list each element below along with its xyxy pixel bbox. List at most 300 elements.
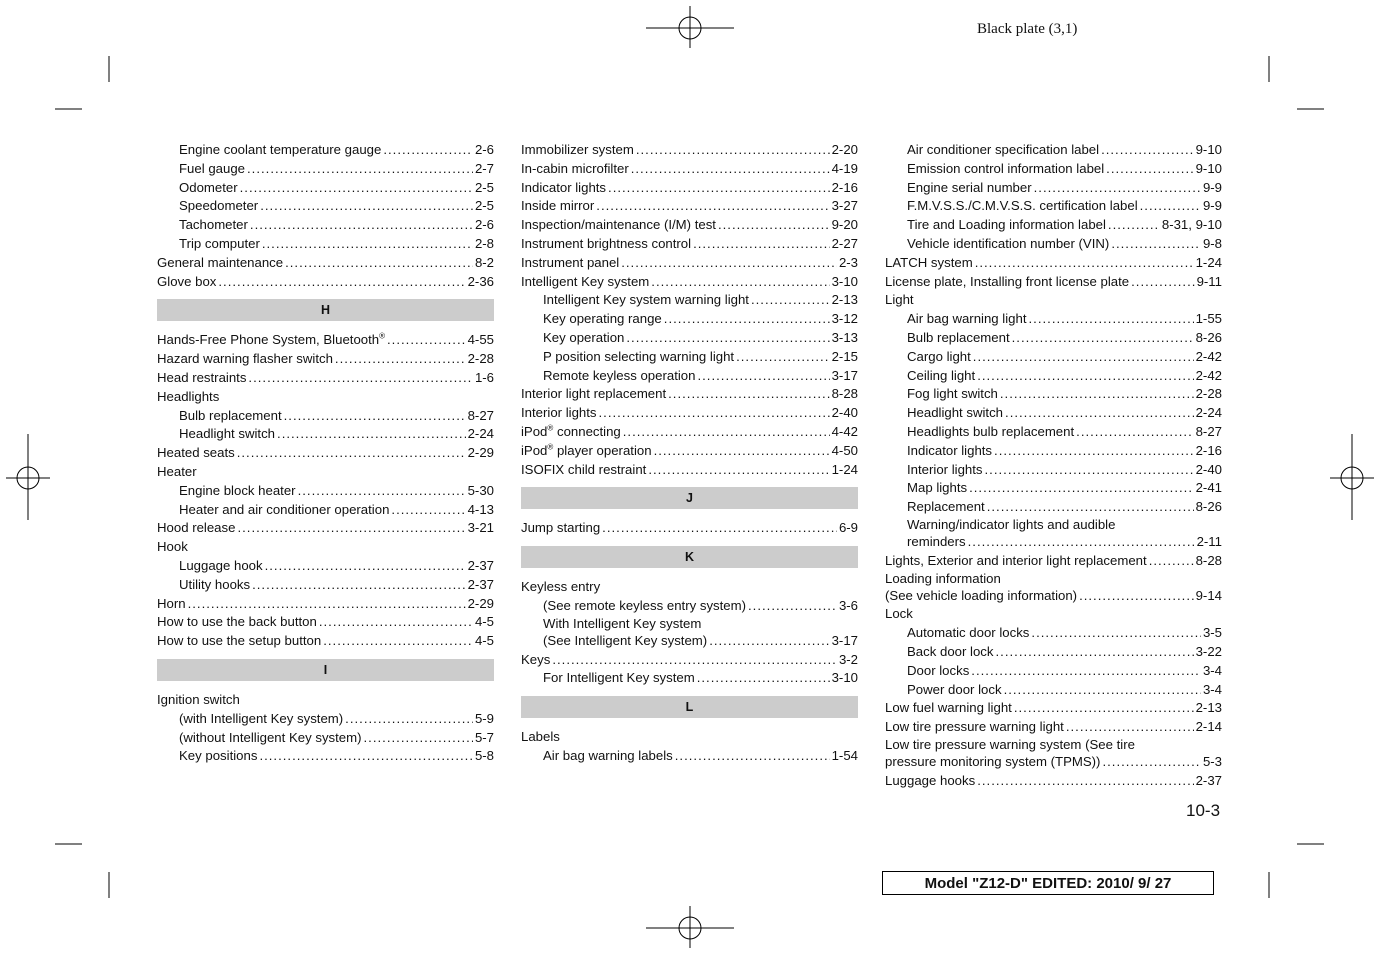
entry-term: Luggage hook <box>179 557 263 573</box>
index-entry <box>521 669 858 688</box>
index-entry <box>885 423 1222 442</box>
page-reference: 8-2 <box>474 254 494 270</box>
dot-leader <box>636 141 830 160</box>
page-reference: 8-26 <box>1195 499 1222 515</box>
entry-term: Heater <box>157 463 197 479</box>
entry-text <box>179 747 257 766</box>
page-reference: 2-40 <box>831 405 858 421</box>
entry-term: Engine coolant temperature gauge <box>179 142 382 157</box>
index-entry <box>157 444 494 463</box>
index-entry <box>885 643 1222 662</box>
index-entry <box>521 728 858 747</box>
page-reference: 2-6 <box>474 142 494 157</box>
page-reference: 4-13 <box>467 501 494 517</box>
entry-text <box>521 385 666 404</box>
dot-leader <box>668 385 829 404</box>
entry-term: Head restraints <box>157 369 247 385</box>
dot-leader <box>247 160 473 179</box>
index-entry <box>885 605 1222 624</box>
entry-term: Warning/indicator lights and audible <box>907 516 1116 532</box>
entry-term: Engine serial number <box>907 179 1032 195</box>
index-entry <box>157 331 494 350</box>
entry-term: Hands-Free Phone System, Bluetooth <box>157 332 380 348</box>
index-entry <box>157 501 494 520</box>
page-reference: 2-7 <box>474 160 494 176</box>
page-reference: 4-50 <box>831 442 858 458</box>
page-reference: 3-2 <box>838 651 858 667</box>
entry-text <box>179 235 260 254</box>
entry-text <box>907 517 1115 533</box>
entry-term: Instrument brightness control <box>521 235 692 251</box>
page-reference: 4-55 <box>467 332 494 348</box>
index-entry <box>885 310 1222 329</box>
index-entry <box>885 772 1222 791</box>
page-reference: 2-24 <box>1195 405 1222 421</box>
page-reference: 2-29 <box>467 445 494 461</box>
page-reference: 2-15 <box>831 348 858 364</box>
entry-text <box>885 273 1129 292</box>
entry-term: Headlights bulb replacement <box>907 423 1075 439</box>
index-entry <box>521 160 858 179</box>
entry-text <box>885 254 973 273</box>
dot-leader <box>994 442 1194 461</box>
entry-term: Keys <box>521 651 551 667</box>
entry-term: Ignition switch <box>157 691 240 707</box>
entry-term: iPod <box>521 442 548 458</box>
entry-text <box>907 404 1003 423</box>
entry-term: Air conditioner specification label <box>907 142 1100 157</box>
entry-text <box>179 482 296 501</box>
entry-text <box>907 681 1002 700</box>
entry-text <box>521 160 629 179</box>
entry-text <box>543 310 662 329</box>
entry-text <box>543 597 746 616</box>
index-entry <box>521 348 858 367</box>
entry-text <box>907 385 998 404</box>
page-reference: 2-16 <box>831 179 858 195</box>
dot-leader <box>345 710 473 729</box>
index-entry <box>521 597 858 616</box>
entry-term: Headlight switch <box>179 426 276 442</box>
dot-leader <box>1012 329 1194 348</box>
index-entry <box>521 273 858 292</box>
page-reference: 2-16 <box>1195 442 1222 458</box>
dot-leader <box>1031 624 1201 643</box>
dot-leader <box>1111 235 1201 254</box>
entry-term: Interior lights <box>907 461 983 477</box>
entry-term: For Intelligent Key system <box>543 670 695 686</box>
page-reference: 2-28 <box>467 351 494 367</box>
entry-term: Indicator lights <box>907 442 993 458</box>
model-edition-box: Model "Z12-D" EDITED: 2010/ 9/ 27 <box>882 871 1214 895</box>
entry-text <box>907 160 1104 179</box>
page-reference: 2-6 <box>474 217 494 233</box>
index-entry <box>521 141 858 160</box>
index-entry <box>157 632 494 651</box>
index-entry <box>885 552 1222 571</box>
page-reference: 9-9 <box>1202 198 1222 214</box>
page-reference: 2-3 <box>838 254 858 270</box>
entry-term: Map lights <box>907 480 968 496</box>
dot-leader <box>1076 423 1193 442</box>
page-reference: 2-24 <box>467 426 494 442</box>
index-entry <box>521 747 858 766</box>
section-header: I <box>157 659 494 681</box>
page-reference: 8-26 <box>1195 329 1222 345</box>
entry-term: Interior light replacement <box>521 386 667 402</box>
dot-leader <box>996 643 1194 662</box>
index-entry <box>521 310 858 329</box>
index-entry <box>157 482 494 501</box>
dot-leader <box>736 348 830 367</box>
dot-leader <box>284 407 466 426</box>
entry-term: Ceiling light <box>907 367 976 383</box>
page-reference: 3-22 <box>1195 643 1222 659</box>
entry-term-suffix: connecting <box>553 423 621 439</box>
entry-term: Light <box>885 292 914 308</box>
entry-text <box>885 772 975 791</box>
page-reference: 3-4 <box>1202 662 1222 678</box>
entry-text <box>521 141 634 160</box>
index-entry <box>521 461 858 480</box>
entry-text <box>543 669 695 688</box>
entry-term: Low tire pressure warning light <box>885 719 1064 735</box>
entry-text <box>157 331 385 350</box>
dot-leader <box>552 651 837 670</box>
entry-text <box>885 753 1100 772</box>
entry-term: Utility hooks <box>179 576 251 592</box>
entry-text <box>157 538 188 557</box>
dot-leader <box>648 461 829 480</box>
entry-text <box>543 632 707 651</box>
registered-mark: ® <box>379 331 386 341</box>
dot-leader <box>1029 310 1194 329</box>
page-reference: 2-37 <box>467 576 494 592</box>
entry-text <box>157 388 219 407</box>
index-entry <box>521 197 858 216</box>
entry-text <box>907 662 969 681</box>
entry-term: Tire and Loading information label <box>907 217 1106 233</box>
page-reference: 2-37 <box>467 557 494 573</box>
index-entry <box>885 141 1222 160</box>
dot-leader <box>697 669 830 688</box>
entry-text <box>543 291 749 310</box>
entry-term: pressure monitoring system (TPMS)) <box>885 753 1101 769</box>
entry-term: License plate, Installing front license plate <box>885 273 1130 289</box>
index-entry <box>157 216 494 235</box>
entry-term: Glove box <box>157 273 217 289</box>
dot-leader <box>1106 160 1193 179</box>
page-reference: 2-5 <box>474 179 494 195</box>
entry-text <box>543 367 695 386</box>
page-reference: 5-7 <box>474 729 494 745</box>
index-entry <box>885 179 1222 198</box>
entry-text <box>521 519 600 538</box>
dot-leader <box>1000 385 1194 404</box>
page-reference: 8-28 <box>831 386 858 402</box>
plate-label: Black plate (3,1) <box>977 21 1078 37</box>
page-reference: 3-4 <box>1202 681 1222 697</box>
entry-text <box>907 179 1032 198</box>
entry-text <box>157 632 321 651</box>
dot-leader <box>240 179 473 198</box>
entry-text <box>907 498 985 517</box>
entry-text <box>885 571 1001 587</box>
dot-leader <box>1101 141 1194 160</box>
entry-text <box>907 197 1138 216</box>
dot-leader <box>969 479 1193 498</box>
entry-term: ISOFIX child restraint <box>521 461 647 477</box>
entry-term: (with Intelligent Key system) <box>179 710 344 726</box>
page-reference: 8-27 <box>467 407 494 423</box>
entry-text <box>157 595 186 614</box>
page-reference: 2-8 <box>474 235 494 251</box>
index-entry <box>885 753 1222 772</box>
dot-leader <box>675 747 830 766</box>
entry-text <box>907 216 1106 235</box>
entry-text <box>521 651 550 670</box>
entry-term: Intelligent Key system <box>521 273 650 289</box>
entry-text <box>157 463 197 482</box>
entry-term: Back door lock <box>907 643 994 659</box>
page-reference: 8-31, 9-10 <box>1161 217 1222 233</box>
entry-term: Engine block heater <box>179 482 296 498</box>
index-entry <box>885 624 1222 643</box>
entry-term: Automatic door locks <box>907 625 1030 641</box>
dot-leader <box>298 482 466 501</box>
entry-term: Low fuel warning light <box>885 700 1012 716</box>
index-entry <box>521 404 858 423</box>
entry-term: Tachometer <box>179 217 248 233</box>
page-reference: 2-42 <box>1195 367 1222 383</box>
entry-term: Power door lock <box>907 681 1002 697</box>
page-reference: 3-10 <box>831 670 858 686</box>
entry-term: reminders <box>907 533 966 549</box>
index-entry <box>157 179 494 198</box>
dot-leader <box>623 423 830 442</box>
registered-mark: ® <box>547 442 554 452</box>
entry-term: Headlights <box>157 388 220 404</box>
entry-term: Labels <box>521 729 560 745</box>
page-reference: 2-41 <box>1195 480 1222 496</box>
index-entry <box>521 616 858 632</box>
entry-text <box>521 179 606 198</box>
dot-leader <box>977 367 1193 386</box>
entry-text <box>907 533 966 552</box>
section-header: H <box>157 299 494 321</box>
entry-text <box>907 479 967 498</box>
entry-text <box>543 616 701 632</box>
dot-leader <box>1005 404 1194 423</box>
dot-leader <box>252 576 466 595</box>
entry-term: Hook <box>157 539 188 555</box>
entry-text <box>179 710 343 729</box>
page-reference: 5-9 <box>474 710 494 726</box>
page-number: 10-3 <box>1186 801 1221 820</box>
section-header: J <box>521 487 858 509</box>
entry-text <box>885 718 1064 737</box>
index-entry <box>885 571 1222 587</box>
entry-term: Key positions <box>179 748 258 764</box>
index-entry <box>885 517 1222 533</box>
page-reference: 8-27 <box>1195 423 1222 439</box>
index-entry <box>157 141 494 160</box>
page-reference: 2-42 <box>1195 348 1222 364</box>
index-entry <box>521 385 858 404</box>
entry-term: Low tire pressure warning system (See tire <box>885 736 1135 752</box>
index-column-3 <box>885 141 1222 791</box>
index-entry <box>885 737 1222 753</box>
dot-leader <box>1149 552 1194 571</box>
index-entry <box>157 538 494 557</box>
entry-term: P position selecting warning light <box>543 348 735 364</box>
index-entry <box>885 273 1222 292</box>
dot-leader <box>259 747 473 766</box>
index-entry <box>521 519 858 538</box>
dot-leader <box>977 772 1193 791</box>
entry-term: Jump starting <box>521 520 601 536</box>
page-reference: 2-13 <box>1195 700 1222 716</box>
page-reference: 2-27 <box>831 235 858 251</box>
section-header: K <box>521 546 858 568</box>
entry-term: LATCH system <box>885 254 973 270</box>
dot-leader <box>250 216 473 235</box>
dot-leader <box>987 498 1194 517</box>
entry-text <box>157 613 317 632</box>
entry-text <box>885 737 1135 753</box>
dot-leader <box>1079 587 1194 606</box>
entry-text <box>907 423 1074 442</box>
entry-text <box>179 141 381 160</box>
index-entry <box>157 729 494 748</box>
entry-text <box>885 552 1147 571</box>
page-reference: 8-28 <box>1195 552 1222 568</box>
entry-term: Bulb replacement <box>179 407 282 423</box>
entry-term: (without Intelligent Key system) <box>179 729 362 745</box>
page-reference: 9-11 <box>1196 273 1222 289</box>
index-entry <box>885 662 1222 681</box>
dot-leader <box>248 369 473 388</box>
dot-leader <box>608 179 830 198</box>
entry-text <box>907 141 1099 160</box>
dot-leader <box>391 501 465 520</box>
entry-text <box>157 691 240 710</box>
dot-leader <box>664 310 830 329</box>
entry-term: Emission control information label <box>907 160 1105 176</box>
entry-term-suffix: player operation <box>553 442 652 458</box>
index-entry <box>885 385 1222 404</box>
entry-text <box>907 442 992 461</box>
index-entry <box>521 216 858 235</box>
index-entry <box>885 291 1222 310</box>
dot-leader <box>654 442 830 461</box>
index-entry <box>157 407 494 426</box>
index-entry <box>885 254 1222 273</box>
index-entry <box>157 576 494 595</box>
index-entry <box>885 348 1222 367</box>
entry-text <box>521 235 691 254</box>
dot-leader <box>265 557 466 576</box>
page-reference: 9-8 <box>1202 235 1222 251</box>
page-reference: 3-6 <box>838 597 858 613</box>
page-reference: 5-30 <box>467 482 494 498</box>
entry-term: Replacement <box>907 499 985 515</box>
entry-term: Lights, Exterior and interior light replacement <box>885 552 1147 568</box>
page-reference: 2-37 <box>1195 772 1222 788</box>
page-reference: 1-6 <box>474 369 494 385</box>
entry-term: Air bag warning light <box>907 311 1027 327</box>
dot-leader <box>718 216 830 235</box>
dot-leader <box>188 595 466 614</box>
entry-text <box>885 605 913 624</box>
index-entry <box>157 254 494 273</box>
entry-text <box>521 273 649 292</box>
index-entry <box>885 367 1222 386</box>
page-reference: 2-13 <box>831 292 858 308</box>
entry-term: Inside mirror <box>521 198 595 214</box>
index-entry <box>885 197 1222 216</box>
entry-text <box>521 423 621 442</box>
entry-term: Key operation <box>543 329 625 345</box>
entry-term: Intelligent Key system warning light <box>543 292 749 308</box>
entry-term: Trip computer <box>179 235 260 251</box>
entry-term: How to use the back button <box>157 614 317 630</box>
dot-leader <box>262 235 473 254</box>
index-entry <box>521 423 858 442</box>
entry-text <box>521 404 597 423</box>
page-reference: 4-5 <box>474 633 494 649</box>
entry-text <box>543 747 673 766</box>
index-entry <box>885 533 1222 552</box>
entry-text <box>179 216 248 235</box>
index-entry <box>157 388 494 407</box>
entry-term: Hood release <box>157 520 236 536</box>
section-header: L <box>521 696 858 718</box>
page-reference: 2-29 <box>467 595 494 611</box>
entry-text <box>521 216 716 235</box>
entry-text <box>907 329 1010 348</box>
entry-term: Key operating range <box>543 311 662 327</box>
entry-term: Instrument panel <box>521 254 620 270</box>
entry-term: Headlight switch <box>907 405 1004 421</box>
entry-term: Luggage hooks <box>885 772 976 788</box>
index-entry <box>157 463 494 482</box>
page-reference: 3-27 <box>831 198 858 214</box>
entry-term: Hazard warning flasher switch <box>157 351 333 367</box>
entry-text <box>157 519 235 538</box>
entry-text <box>179 501 389 520</box>
entry-term: (See vehicle loading information) <box>885 587 1078 603</box>
index-entry <box>521 329 858 348</box>
index-entry <box>521 179 858 198</box>
index-entry <box>157 613 494 632</box>
entry-term: Cargo light <box>907 348 971 364</box>
entry-term: How to use the setup button <box>157 633 322 649</box>
dot-leader <box>971 662 1201 681</box>
dot-leader <box>1004 681 1201 700</box>
page-reference: 3-13 <box>831 329 858 345</box>
entry-text <box>907 367 975 386</box>
dot-leader <box>387 331 466 350</box>
index-entry <box>157 350 494 369</box>
index-entry <box>885 329 1222 348</box>
dot-leader <box>335 350 466 369</box>
index-entry <box>885 442 1222 461</box>
page-reference: 2-11 <box>1196 533 1222 549</box>
entry-term: Speedometer <box>179 198 259 214</box>
entry-text <box>179 179 238 198</box>
page-reference: 3-17 <box>831 632 858 648</box>
